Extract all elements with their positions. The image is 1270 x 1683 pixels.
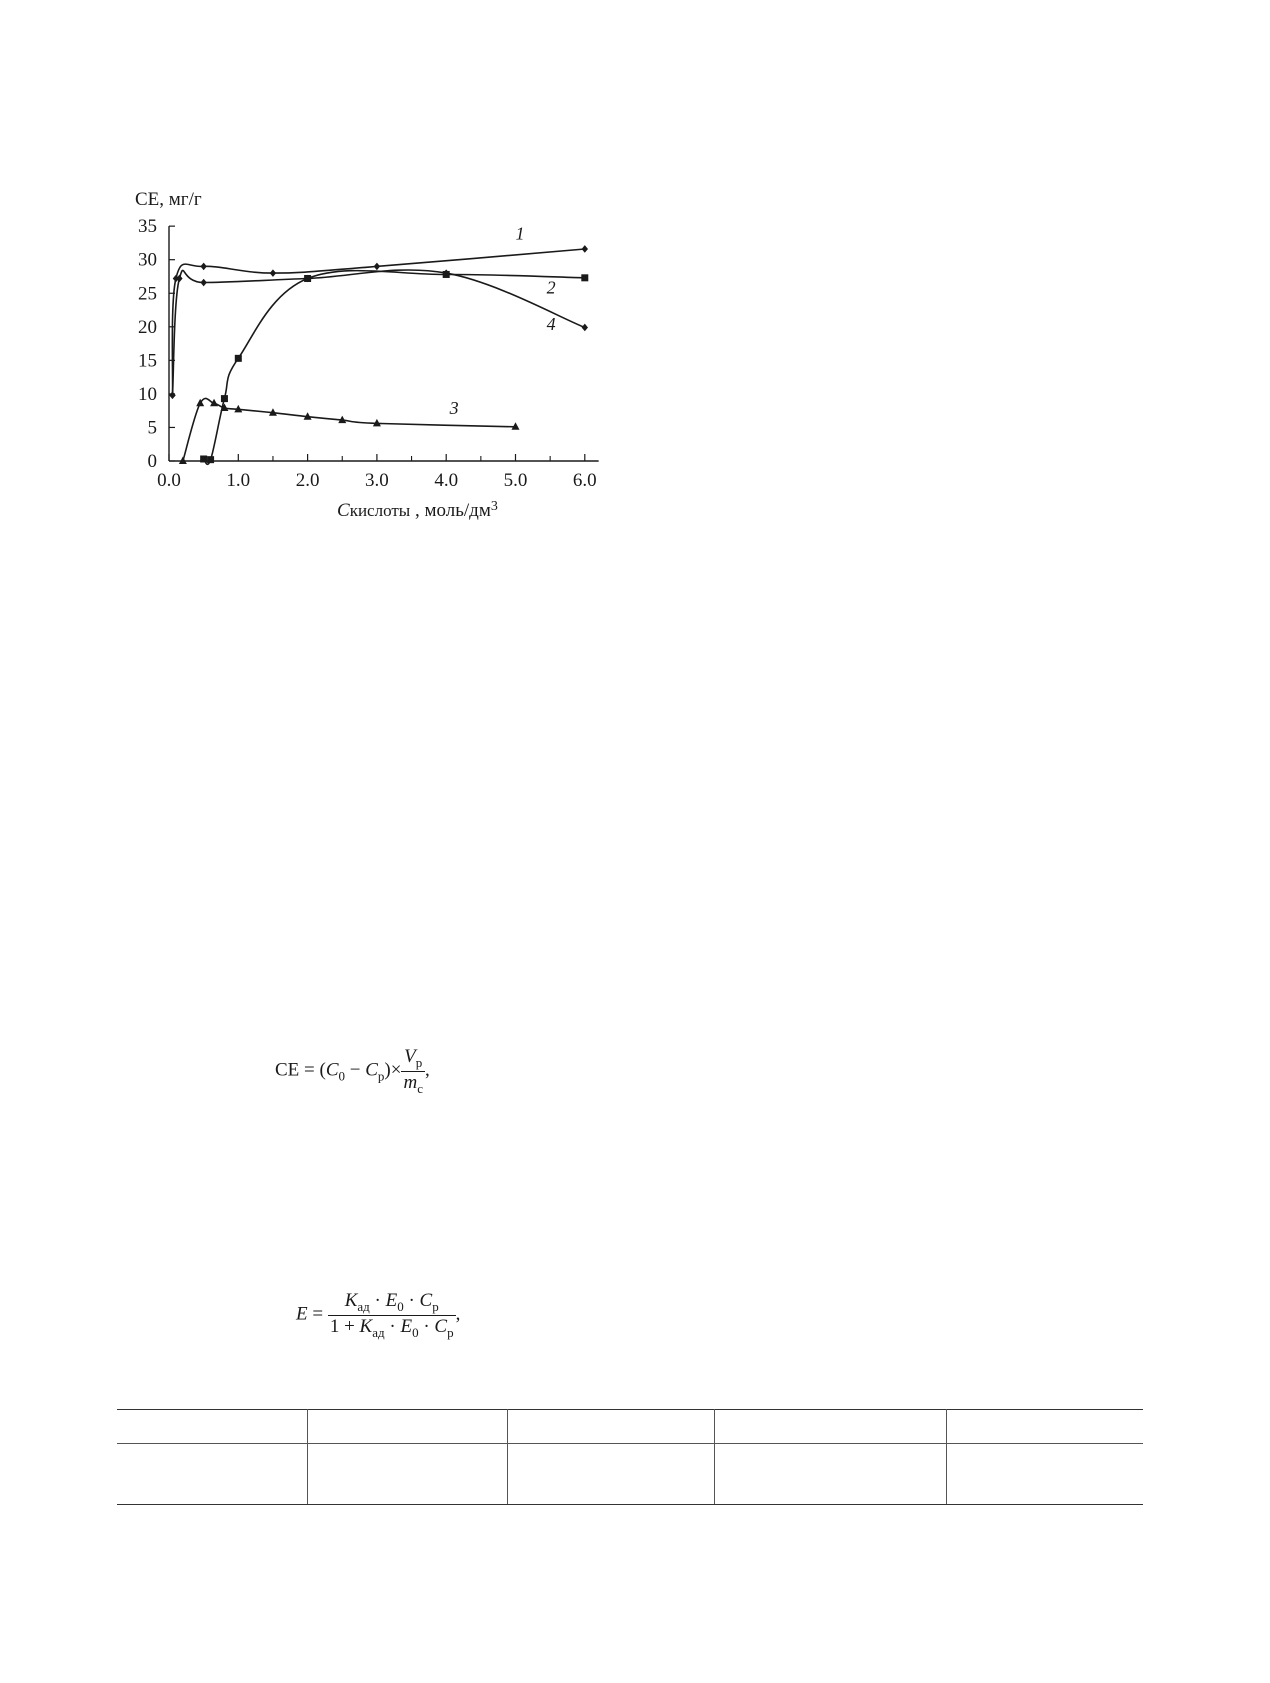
formula-e-den-one: 1 + [329,1315,360,1337]
formula-e-den-k: K [359,1315,373,1337]
series-1-point [200,263,206,271]
x-axis-label-subscript: кислоты [349,501,411,520]
y-tick-label: 30 [138,249,157,271]
series-4-point [200,279,206,287]
formula-e-dot-3: · [384,1315,401,1337]
formula-e-den-e: E [400,1315,413,1337]
formula-e-dot-4: · [418,1315,435,1337]
y-tick-label: 5 [147,417,157,439]
series-1-point [374,263,380,271]
table-frame [117,1409,1143,1505]
x-axis-label [337,499,498,521]
formula-ce-close: )× [384,1059,402,1081]
series-4-line [173,270,585,395]
table-cell [308,1444,508,1505]
table-cell [947,1444,1144,1505]
formula-e-den-c: C [434,1315,448,1337]
y-tick-label: 35 [138,216,157,238]
series-2-line [204,271,585,465]
formula-ce-den-sub: с [417,1080,423,1096]
acid-concentration-chart [0,0,1270,560]
formula-e-tail: , [455,1303,461,1325]
series-4-label: 4 [546,314,556,335]
table-cell [715,1444,947,1505]
series-4-point [582,324,588,332]
series-1-label: 1 [515,223,525,244]
x-tick-label: 1.0 [226,470,251,491]
series-2-point [207,456,214,463]
series-1-point [270,269,276,277]
formula-ce-tail: , [424,1059,430,1081]
formula-e-den-k-sub: ад [372,1324,385,1340]
chart-axes [169,223,599,461]
table-header-cell [508,1410,715,1444]
formula-ce-fraction [401,1046,425,1097]
y-tick-label: 0 [147,451,157,472]
y-axis-label: CE, мг/г [135,189,202,210]
formula-e-num-e: E [385,1290,398,1311]
formula-ce [275,1046,430,1097]
formula-e-den-c-sub: р [447,1324,454,1340]
x-tick-label: 5.0 [503,470,528,491]
series-3-label: 3 [449,398,459,419]
x-axis-label-symbol: C [337,500,350,521]
table-cell [117,1444,308,1505]
series-markers [169,245,588,464]
formula-e-fraction [328,1290,456,1341]
formula-e-num-k: K [344,1290,358,1311]
series-2-point [200,455,207,462]
chart-ticks [138,216,597,491]
formula-ce-num: V [404,1046,416,1067]
series-1-point [582,245,588,253]
formula-ce-cp-sub: р [377,1068,385,1084]
x-tick-label: 2.0 [295,470,320,491]
x-tick-label: 3.0 [365,470,389,491]
formula-ce-lhs: CE = ( [275,1059,326,1081]
formula-e-num-c-sub: р [432,1298,439,1314]
series-2-point [235,355,242,362]
table-header-cell [715,1410,947,1444]
formula-ce-minus: − [345,1059,366,1081]
formula-ce-c0-sub: 0 [338,1068,346,1084]
table-cell [508,1444,715,1505]
formula-e-dot-1: · [369,1290,386,1311]
y-tick-label: 10 [138,383,157,405]
table-header-row [117,1410,1143,1444]
formula-e-lhs: E [296,1303,308,1325]
formula-ce-num-sub: р [415,1054,423,1070]
series-3-point [179,457,187,465]
x-tick-label: 4.0 [434,470,459,491]
y-tick-label: 15 [138,350,157,372]
table-row [117,1444,1143,1505]
table-header-cell [308,1410,508,1444]
formula-e-dot-2: · [403,1290,420,1311]
formula-ce-den: m [403,1071,418,1093]
table [117,1409,1143,1505]
x-axis-label-superscript: 3 [490,499,498,514]
table-header-cell [947,1410,1144,1444]
formula-e-num-k-sub: ад [357,1298,370,1314]
y-tick-label: 25 [138,283,157,305]
y-tick-label: 20 [138,316,157,338]
formula-e [296,1290,460,1341]
series-3-line [183,398,516,461]
formula-e-num-c: C [419,1290,433,1311]
series-lines [172,249,584,464]
series-2-point [581,274,588,281]
formula-ce-c0: C [325,1059,339,1081]
series-2-label: 2 [546,277,556,298]
series-2-point [221,395,228,402]
formula-e-eq: = [307,1303,328,1325]
x-axis-label-units: , моль/дм [410,500,491,521]
formula-ce-cp: C [365,1059,378,1081]
table-header-cell [117,1410,308,1444]
formula-e-num-e-sub: 0 [397,1298,404,1314]
x-tick-label: 6.0 [572,470,597,491]
formula-e-den-e-sub: 0 [412,1324,419,1340]
series-4-point [169,391,175,399]
x-tick-label: 0.0 [157,470,181,491]
